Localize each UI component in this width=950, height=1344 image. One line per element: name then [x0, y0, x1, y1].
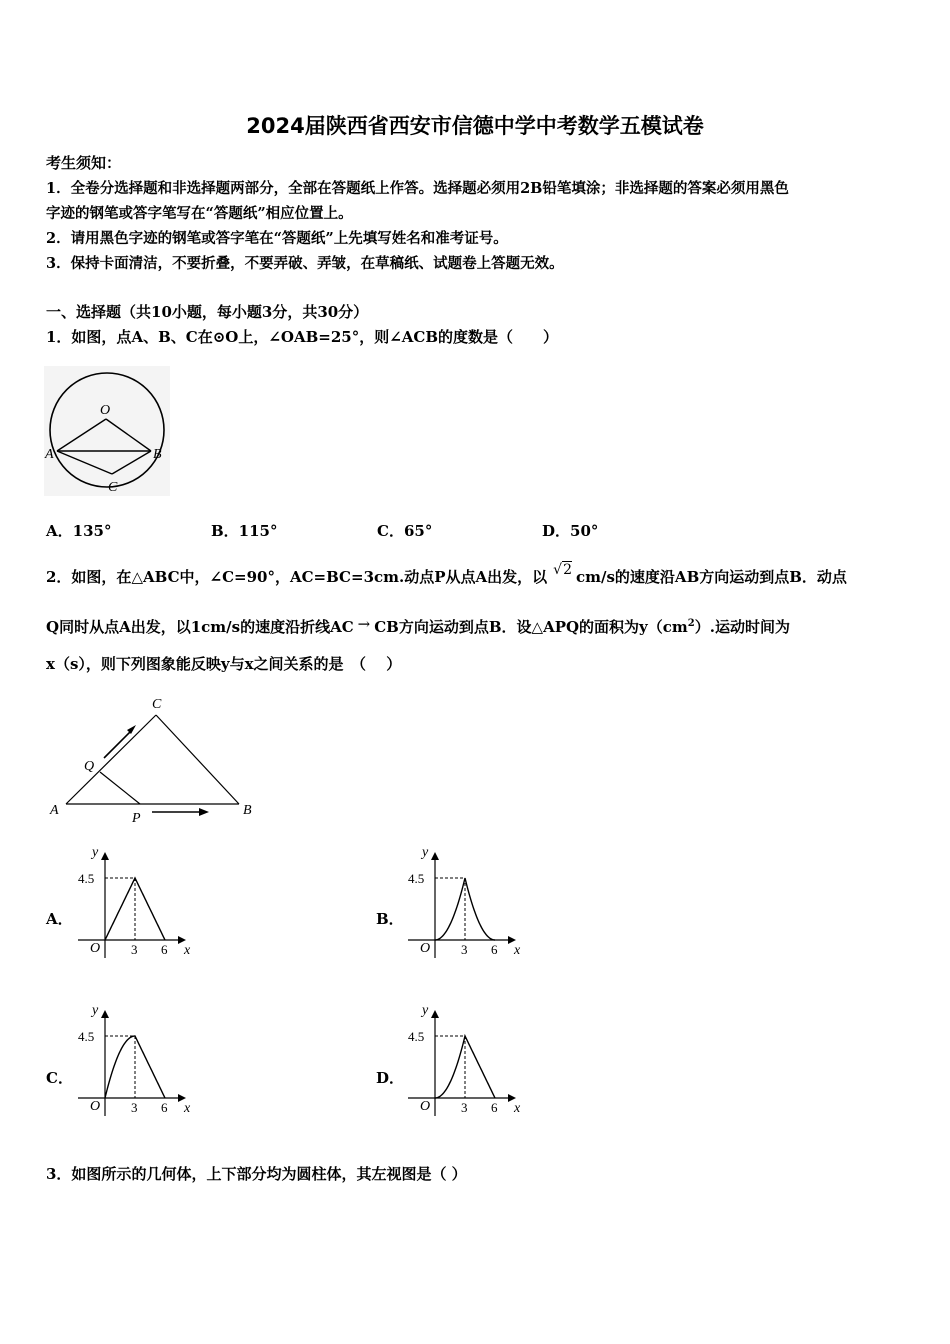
point-label-c: C — [152, 697, 162, 712]
y-axis-label: y — [92, 845, 99, 860]
option-b[interactable]: B．115° — [211, 522, 278, 540]
q2-text: cm/s的速度沿AB方向运动到点B．动点 — [576, 568, 847, 586]
question-2-stem — [46, 562, 847, 587]
y-axis-label: y — [92, 1003, 99, 1018]
option-b-label[interactable]: B． — [376, 910, 404, 928]
y-tick-label: 4.5 — [408, 871, 425, 886]
option-d-label[interactable]: D． — [376, 1069, 405, 1087]
y-axis-arrow — [101, 852, 109, 860]
graph-option-d[interactable] — [402, 1000, 527, 1120]
q2-text: ）.运动时间为 — [694, 618, 790, 636]
point-label-b: B — [153, 447, 162, 462]
point-label-a: A — [50, 803, 59, 818]
y-tick-label: 4.5 — [78, 871, 95, 886]
option-a[interactable]: A．135° — [46, 522, 112, 540]
q2-text: Q同时从点A出发，以1cm/s的速度沿折线AC — [46, 618, 354, 636]
y-tick-label: 4.5 — [408, 1029, 425, 1044]
x-axis-label: x — [184, 1101, 191, 1116]
x-axis-label: x — [184, 943, 191, 958]
origin-label: O — [420, 941, 431, 956]
y-tick-label: 4.5 — [78, 1029, 95, 1044]
y-axis-arrow — [431, 852, 439, 860]
question-1-stem: 1．如图，点A、B、C在⊙O上，∠OAB=25°，则∠ACB的度数是（ ） — [46, 328, 559, 346]
y-axis-arrow — [101, 1010, 109, 1018]
x-axis-label: x — [514, 943, 521, 958]
notice-line: 2．请用黑色字迹的钢笔或答字笔在“答题纸”上先填写姓名和准考证号。 — [46, 230, 508, 247]
x-tick-label: 6 — [161, 1100, 168, 1115]
origin-label: O — [420, 1099, 431, 1114]
section-heading: 一、选择题（共10小题，每小题3分，共30分） — [46, 303, 369, 321]
notice-line: 1．全卷分选择题和非选择题两部分，全部在答题纸上作答。选择题必须用2B铅笔填涂；非选择题的答案必须用黑色 — [46, 180, 789, 197]
y-axis-arrow — [431, 1010, 439, 1018]
x-tick-label: 6 — [491, 942, 498, 957]
x-tick-label: 3 — [461, 1100, 468, 1115]
notice-line: 3．保持卡面清洁，不要折叠，不要弄破、弄皱，在草稿纸、试题卷上答题无效。 — [46, 255, 564, 272]
point-label-o: O — [100, 403, 111, 418]
p-arrow-head — [199, 808, 209, 816]
origin-label: O — [90, 941, 101, 956]
graph-option-c[interactable] — [72, 1000, 197, 1120]
origin-label: O — [90, 1099, 101, 1114]
point-label-c: C — [108, 480, 118, 495]
notice-line: 字迹的钢笔或答字笔写在“答题纸”相应位置上。 — [46, 205, 353, 222]
q2-text: 2．如图，在△ABC中，∠C=90°，AC=BC=3cm.动点P从点A出发，以 — [46, 568, 548, 586]
point-label-q: Q — [84, 759, 95, 774]
option-a-label[interactable]: A． — [46, 910, 73, 928]
arrow-symbol: → — [357, 615, 371, 633]
x-tick-label: 6 — [161, 942, 168, 957]
sqrt-symbol: √2 — [553, 562, 572, 578]
q-motion-arrow — [104, 730, 132, 758]
x-tick-label: 6 — [491, 1100, 498, 1115]
y-axis-label: y — [422, 1003, 429, 1018]
x-tick-label: 3 — [131, 1100, 138, 1115]
point-label-b: B — [243, 803, 252, 818]
side-cb — [156, 715, 239, 804]
sqrt-radicand: 2 — [563, 562, 572, 578]
question-3-stem: 3．如图所示的几何体，上下部分均为圆柱体，其左视图是（ ） — [46, 1165, 467, 1183]
x-tick-label: 3 — [131, 942, 138, 957]
notice-heading: 考生须知： — [46, 154, 122, 172]
graph-option-a[interactable] — [72, 842, 197, 962]
circle-figure — [44, 366, 170, 496]
point-label-p: P — [132, 811, 141, 826]
question-2-stem-line-3: x（s），则下列图象能反映y与x之间关系的是 （ ） — [46, 655, 402, 673]
side-ac — [66, 715, 156, 804]
option-d[interactable]: D．50° — [542, 522, 599, 540]
segment-qp — [100, 772, 140, 804]
x-axis-label: x — [514, 1101, 521, 1116]
option-c-label[interactable]: C． — [46, 1069, 73, 1087]
question-2-stem-line-2 — [46, 616, 790, 637]
triangle-figure — [44, 690, 264, 830]
page-title: 2024届陕西省西安市信德中学中考数学五模试卷 — [246, 114, 704, 138]
x-tick-label: 3 — [461, 942, 468, 957]
figure-background — [44, 366, 170, 496]
point-label-a: A — [45, 447, 54, 462]
superscript: 2 — [687, 618, 695, 629]
graph-option-b[interactable] — [402, 842, 527, 962]
q2-text: CB方向运动到点B．设△APQ的面积为y（cm — [374, 618, 688, 636]
option-c[interactable]: C．65° — [377, 522, 433, 540]
y-axis-label: y — [422, 845, 429, 860]
